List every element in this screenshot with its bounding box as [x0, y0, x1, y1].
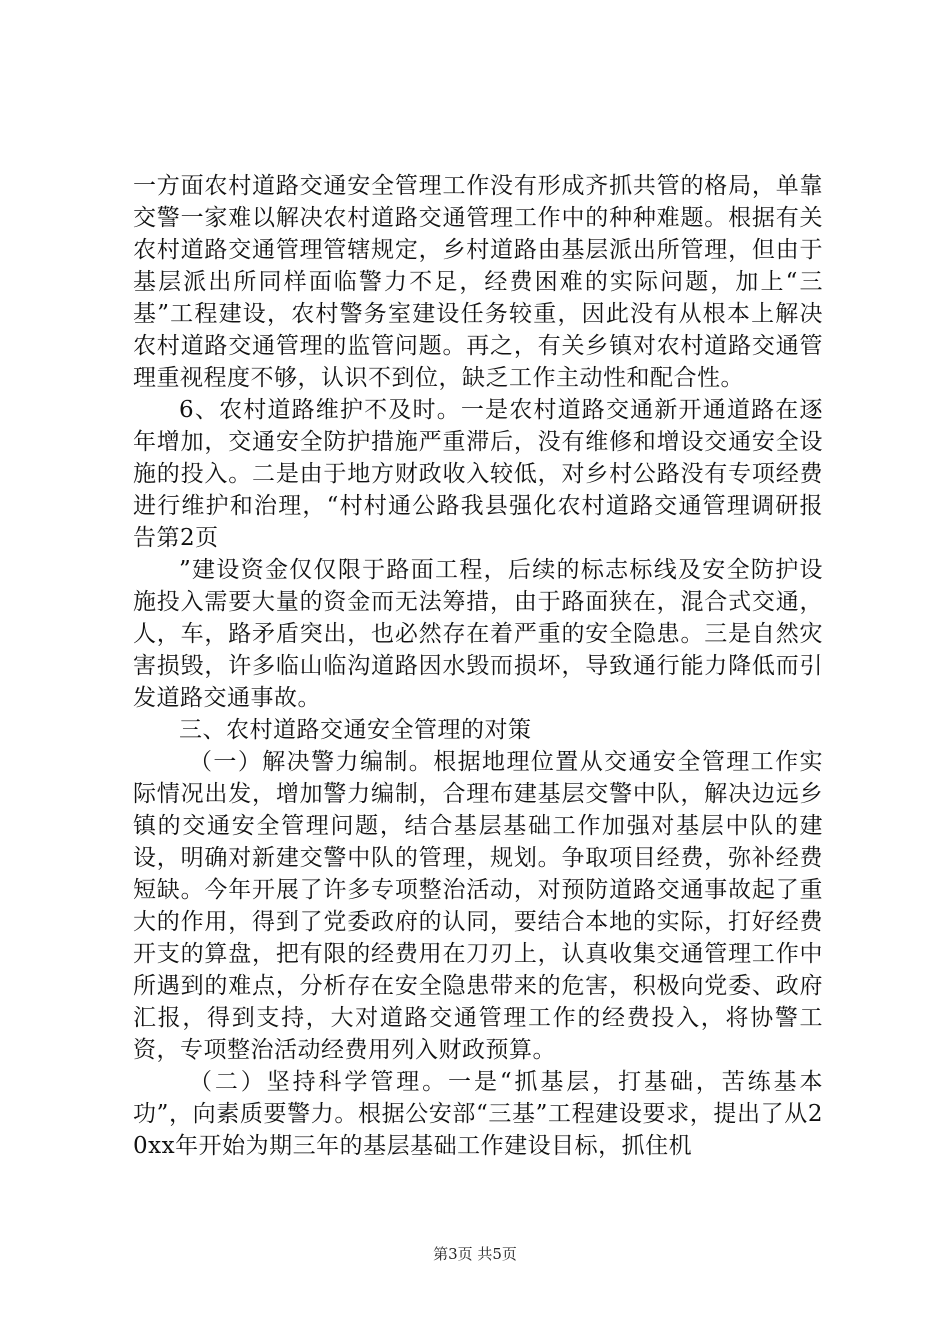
section-heading: 三、农村道路交通安全管理的对策	[179, 717, 532, 743]
page-footer: 第3页 共5页	[433, 1245, 517, 1263]
paragraph-1: 一方面农村道路交通安全管理工作没有形成齐抓共管的格局，单靠交警一家难以解决农村道路交通管理工作中的种种难题。根据有关农村道路交通管理管辖规定，乡村道路由基层派出所管理，但由于基层派出所同样面临警力不足，经费困难的实际问题，加上“三基”工程建设，农村警务室建设任务较重，因此没有从根本上解决农村道路交通管理的监管问题。再之，有关乡镇对农村道路交通管理重视程度不够，认识不到位，缺乏工作主动性和配合性。	[133, 173, 823, 391]
paragraph-4: （一）解决警力编制。根据地理位置从交通安全管理工作实际情况出发，增加警力编制，合理布建基层交警中队，解决边远乡镇的交通安全管理问题，结合基层基础工作加强对基层中队的建设，明确对新建交警中队的管理，规划。争取项目经费，弥补经费短缺。今年开展了许多专项整治活动，对预防道路交通事故起了重大的作用，得到了党委政府的认同，要结合本地的实际，打好经费开支的算盘，把有限的经费用在刀刃上，认真收集交通管理工作中所遇到的难点，分析存在安全隐患带来的危害，积极向党委、政府汇报，得到支持，大对道路交通管理工作的经费投入，将协警工资，专项整治活动经费用列入财政预算。	[133, 749, 823, 1063]
paragraph-5: （二）坚持科学管理。一是“抓基层，打基础，苦练基本功”，向素质要警力。根据公安部“三基”工程建设要求，提出了从20xx年开始为期三年的基层基础工作建设目标，抓住机	[133, 1069, 823, 1159]
paragraph-2: 6、农村道路维护不及时。一是农村道路交通新开通道路在逐年增加，交通安全防护措施严重滞后，没有维修和增设交通安全设施的投入。二是由于地方财政收入较低，对乡村公路没有专项经费进行维护和治理，“村村通公路我县强化农村道路交通管理调研报告第2页	[133, 397, 823, 551]
document-body	[133, 170, 823, 1162]
paragraph-3: ”建设资金仅仅限于路面工程，后续的标志标线及安全防护设施投入需要大量的资金而无法筹措，由于路面狭在，混合式交通，人，车，路矛盾突出，也必然存在着严重的安全隐患。三是自然灾害损毁，许多临山临沟道路因水毁而损坏，导致通行能力降低而引发道路交通事故。	[133, 557, 823, 711]
